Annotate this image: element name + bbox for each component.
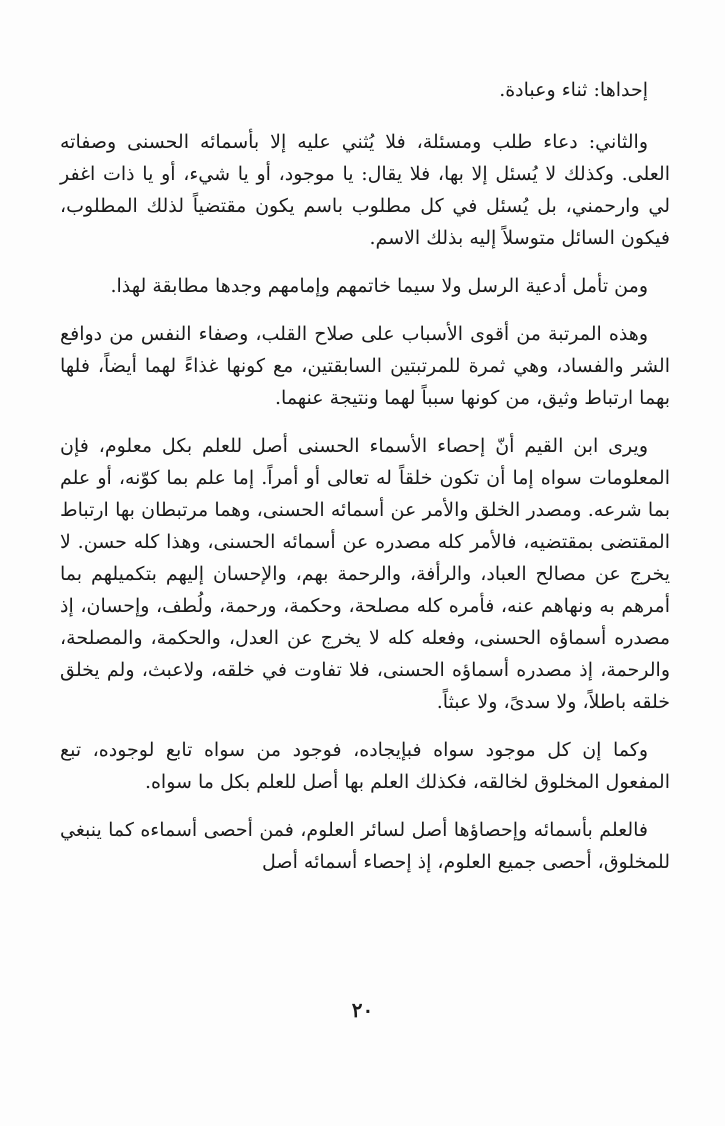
paragraph-4: وهذه المرتبة من أقوى الأسباب على صلاح القلب، وصفاء النفس من دوافع الشر والفساد، وهي ثمرة للمرتبتين السابقتين، مع كونها غذاءً لهما أيضاً، فلها بهما ارتباط وثيق، من كونها سبباً لهما ونتيجة عنهما. bbox=[60, 323, 670, 409]
body-text bbox=[60, 74, 670, 894]
paragraph-6: وكما إن كل موجود سواه فبإيجاده، فوجود من سواه تابع لوجوده، تبع المفعول المخلوق لخالقه، فكذلك العلم بها أصل للعلم بكل ما سواه. bbox=[60, 739, 670, 793]
paragraph-1: إحداها: ثناء وعبادة. bbox=[499, 79, 648, 101]
paragraph-5: ويرى ابن القيم أنّ إحصاء الأسماء الحسنى أصل للعلم بكل معلوم، فإن المعلومات سواه إما أن تكون خلقاً له تعالى أو أمراً. إما علم بما كوّنه، أو علم بما شرعه. ومصدر الخلق والأمر عن أسمائه الحسنى، وهما مرتبطان بها ارتباط المقتضى بمقتضيه، فالأمر كله مصدره عن أسمائه الحسنى، وهذا كله حسن. لا يخرج عن مصالح العباد، والرأفة، والرحمة بهم، والإحسان إليهم بتكميلهم بما أمرهم به ونهاهم عنه، فأمره كله مصلحة، وحكمة، ورحمة، ولُطف، وإحسان، إذ مصدره أسماؤه الحسنى، وفعله كله لا يخرج عن العدل، والحكمة، والمصلحة، والرحمة، إذ مصدره أسماؤه الحسنى، فلا تفاوت في خلقه، ولاعبث، ولم يخلق خلقه باطلاً، ولا سدىً، ولا عبثاً. bbox=[60, 435, 671, 713]
page-number: ٢٠ bbox=[351, 998, 374, 1022]
paragraph-2: والثاني: دعاء طلب ومسئلة، فلا يُثني عليه إلا بأسمائه الحسنى وصفاته العلى. وكذلك لا يُسئل إلا بها، فلا يقال: يا موجود، أو يا شيء، أو يا ذات اغفر لي وارحمني، بل يُسئل في كل مطلوب باسم يكون مقتضياً لذلك المطلوب، فيكون السائل متوسلاً إليه بذلك الاسم. bbox=[60, 131, 670, 249]
paragraph-3: ومن تأمل أدعية الرسل ولا سيما خاتمهم وإمامهم وجدها مطابقة لهذا. bbox=[110, 275, 648, 297]
paragraph-7: فالعلم بأسمائه وإحصاؤها أصل لسائر العلوم، فمن أحصى أسماءه كما ينبغي للمخلوق، أحصى جميع العلوم، إذ إحصاء أسمائه أصل bbox=[60, 819, 670, 873]
